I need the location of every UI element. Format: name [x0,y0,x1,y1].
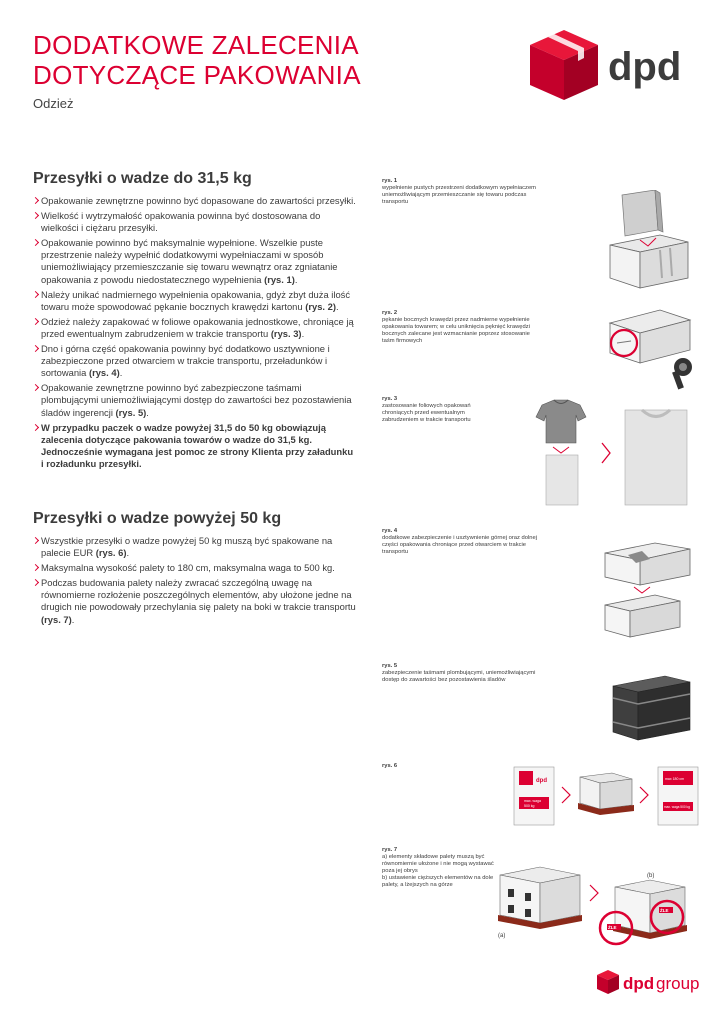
svg-text:(b): (b) [647,873,655,879]
svg-text:ŹLE: ŹLE [660,908,669,913]
fig6-illustration [512,765,702,835]
svg-text:ŹLE: ŹLE [608,925,617,930]
list-item: Wielkość i wytrzymałość opakowania powinna być dostosowana do wielkości i ciężaru przesyłki. [33,210,358,235]
title-line-2: DOTYCZĄCE PAKOWANIA [33,60,361,90]
fig7-caption: rys. 7 a) elementy składowe palety muszą być równomiernie ułożone i nie mogą wystawać poza jej obrys b) ustawienie cięższych elementów na dole palety, a lżejszych na górze [382,847,494,888]
fig7-illustration [495,855,705,955]
dpd-cube-icon [530,30,598,100]
fig6-caption: rys. 6 [382,763,398,769]
fig3-illustration [530,395,700,510]
dpdgroup-logo [596,968,706,998]
svg-text:(a): (a) [498,933,506,939]
fig5-caption: rys. 5 zabezpieczenie taśmami plombującymi, uniemożliwiającymi dostęp do zawartości bez pozostawienia śladów [382,663,536,683]
fig4-illustration [600,535,700,640]
section1-list [33,195,358,473]
list-item: Podczas budowania palety należy zwracać szczególną uwagę na równomierne rozłożenie poszczególnych elementów, aby ułożone jedne na drugich nie powodowały przechylania się palety na boki w trakcie transportu (rys. 7). [33,577,358,626]
list-item: Opakowanie powinno być maksymalnie wypełnione. Wszelkie puste przestrzenie należy wypełnić dodatkowymi wypełniaczami w sposób uniemożliwiający przemieszczanie się towaru wewnątrz oraz zgniatanie opakowania z powodu niedostatecznego wypełnienia (rys. 1). [33,237,358,286]
svg-text:500 kg: 500 kg [524,804,535,808]
dpd-logo [526,25,696,105]
title-line-1: DODATKOWE ZALECENIA [33,30,359,60]
fig1-caption: rys. 1 wypełnienie pustych przestrzeni dodatkowym wypełniaczem uniemożliwiającym przemieszczanie się towaru podczas transportu [382,178,537,205]
fig4-caption: rys. 4 dodatkowe zabezpieczenie i usztywnienie górnej oraz dolnej części opakowania chroniące przed otwarciem w trakcie transportu [382,528,538,555]
fig5-illustration [605,668,695,743]
svg-text:dpd: dpd [536,778,547,784]
list-item: Maksymalna wysokość palety to 180 cm, maksymalna waga to 500 kg. [33,562,358,574]
list-item: Opakowanie zewnętrzne powinno być dopasowane do zawartości przesyłki. [33,195,358,207]
fig2-illustration [605,305,700,395]
footer-logo-dpd: dpd [623,974,655,993]
list-item: Wszystkie przesyłki o wadze powyżej 50 kg muszą być spakowane na palecie EUR (rys. 6). [33,535,358,560]
dpd-logo-text: dpd [608,45,682,89]
fig1-illustration [600,190,700,290]
list-item-bold: W przypadku paczek o wadze powyżej 31,5 do 50 kg obowiązują zalecenia dotyczące pakowania towarów o wadze do 31,5 kg. Jednocześnie wymagana jest pomoc ze strony Klienta przy załadunku i rozładunku przesyłki. [33,422,358,471]
svg-text:max. waga: max. waga [524,799,541,803]
list-item: Opakowanie zewnętrzne powinno być zabezpieczone taśmami plombującymi uniemożliwiającymi dostęp do zawartości bez pozostawienia śladów ingerencji (rys. 5). [33,382,358,419]
section-heading-50kg: Przesyłki o wadze powyżej 50 kg [33,510,282,527]
list-item: Odzież należy zapakować w foliowe opakowania jednostkowe, chroniące ją przed ewentualnym zabrudzeniem w trakcie transportu (rys. 3). [33,316,358,341]
section2-list [33,535,358,629]
svg-text:max. waga 500 kg: max. waga 500 kg [664,805,690,809]
list-item: Należy unikać nadmiernego wypełnienia opakowania, gdyż zbyt duża ilość towaru może spowodować pękanie bocznych krawędzi kartonu (rys. 2). [33,289,358,314]
section-heading-31kg: Przesyłki o wadze do 31,5 kg [33,170,252,187]
fig2-caption: rys. 2 pękanie bocznych krawędzi przez nadmierne wypełnienie opakowania towarem; w celu uniknięcia pęknięć krawędzi bocznych zalecane jest wzmacnianie poprzez stosowanie taśm firmowych [382,310,530,344]
svg-text:max 180 cm: max 180 cm [665,777,685,781]
page-title [33,30,361,90]
footer-logo-group: group [656,974,700,993]
list-item: Dno i górna część opakowania powinny być dodatkowo usztywnione i zabezpieczone przed otwarciem w trakcie transportu, przeładunków i sortowania (rys. 4). [33,343,358,380]
fig3-caption: rys. 3 zastosowanie foliowych opakowań chroniących przed ewentualnym zabrudzeniem w trakcie transportu [382,396,471,423]
dpdgroup-cube-icon [597,970,619,994]
page-subtitle: Odzież [33,96,74,111]
